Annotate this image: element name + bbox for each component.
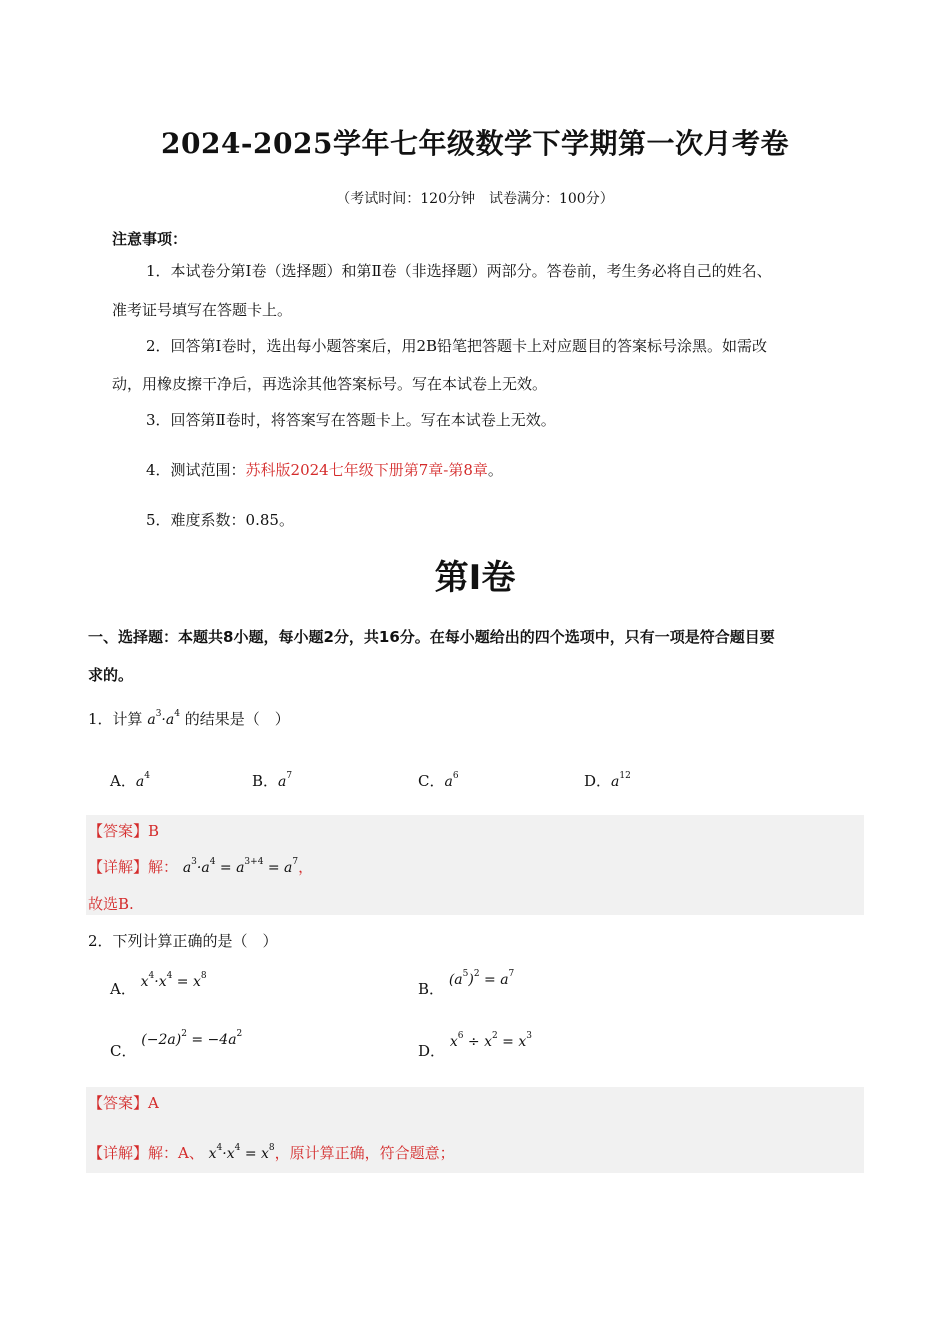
detail-prefix: 解：A、 — [148, 1144, 204, 1162]
notice-item-3: 3．回答第Ⅱ卷时，将答案写在答题卡上。写在本试卷上无效。 — [146, 411, 556, 429]
notice-heading: 注意事项： — [112, 230, 188, 248]
option-c-label: C． — [418, 772, 445, 790]
question-1-answer — [88, 820, 159, 841]
answer-label: 【答案】 — [88, 1094, 149, 1112]
detail-label: 【详解】 — [88, 1144, 149, 1162]
notice-item-4-prefix: 4．测试范围： — [146, 461, 246, 479]
option-c-expression: $a^6$ — [444, 771, 459, 790]
question-1-stem — [88, 708, 290, 729]
option-d-expression: $x^6 \div x^2 = x^3$ — [449, 1031, 532, 1050]
question-2-solution-expression: $x^4\cdot x^4 = x^8$ — [208, 1143, 275, 1162]
question-2-option-b — [418, 969, 515, 999]
detail-label: 【详解】 — [88, 858, 149, 876]
detail-prefix: 解： — [148, 858, 179, 876]
question-2-option-d — [418, 1031, 532, 1061]
option-b-expression: $(a^5)^2 = a^7$ — [448, 969, 515, 988]
option-a-label: A． — [110, 772, 136, 790]
exam-time-score: （考试时间：120分钟 试卷满分：100分） — [336, 191, 614, 207]
option-b-expression: $a^7$ — [278, 771, 293, 790]
notice-item-5: 5．难度系数：0.85。 — [146, 511, 294, 529]
question-2-stem: 2．下列计算正确的是（ ） — [88, 932, 278, 950]
notice-item-1-line-2: 准考证号填写在答题卡上。 — [112, 301, 293, 319]
option-a-label: A． — [110, 980, 136, 998]
answer-label: 【答案】 — [88, 822, 149, 840]
question-1-solution-expression: $a^3\cdot a^4 = a^{3+4} = a^7$ — [182, 857, 299, 876]
test-range: 苏科版2024七年级下册第7章-第8章 — [245, 461, 488, 479]
option-a-expression: $x^4\cdot x^4 = x^8$ — [140, 971, 207, 990]
option-d-label: D． — [418, 1042, 446, 1060]
question-1-detail — [88, 856, 313, 877]
answer-value: A — [148, 1094, 159, 1112]
detail-suffix: ， — [298, 858, 314, 876]
option-d-label: D． — [584, 772, 612, 790]
question-1-option-b — [252, 770, 292, 791]
section-title: 第Ⅰ卷 — [434, 558, 516, 598]
answer-value: B — [148, 822, 160, 840]
question-1-option-d — [584, 770, 631, 791]
option-d-expression: $a^{12}$ — [611, 771, 631, 790]
notice-item-4 — [146, 452, 503, 489]
exam-title: 2024-2025学年七年级数学下学期第一次月考卷 — [161, 127, 789, 160]
part-1-line-2: 求的。 — [88, 666, 134, 684]
part-1-line-1: 一、选择题：本题共8小题，每小题2分，共16分。在每小题给出的四个选项中，只有一项是符合题目要 — [88, 628, 775, 646]
question-2-option-a — [110, 971, 207, 999]
question-2-detail — [88, 1142, 455, 1163]
question-1-prefix: 1．计算 — [88, 710, 143, 728]
option-a-expression: $a^4$ — [135, 771, 150, 790]
question-2-answer — [88, 1092, 159, 1113]
question-1-option-a — [110, 770, 150, 791]
notice-item-2-line-1: 2．回答第Ⅰ卷时，选出每小题答案后，用2B铅笔把答题卡上对应题目的答案标号涂黑。如需改 — [146, 337, 768, 355]
notice-item-1-line-1: 1．本试卷分第Ⅰ卷（选择题）和第Ⅱ卷（非选择题）两部分。答卷前，考生务必将自己的姓名、 — [146, 262, 772, 280]
notice-item-2-line-2: 动，用橡皮擦干净后，再选涂其他答案标号。写在本试卷上无效。 — [112, 375, 548, 393]
option-c-expression: $(-2a)^2 = -4a^2$ — [141, 1029, 243, 1048]
detail-suffix: ，原计算正确，符合题意； — [274, 1144, 455, 1162]
question-1-conclusion: 故选B. — [88, 895, 134, 913]
option-c-label: C． — [110, 1042, 137, 1060]
option-b-label: B． — [252, 772, 279, 790]
option-b-label: B． — [418, 980, 445, 998]
part-1-instructions — [88, 618, 868, 694]
question-1-option-c — [418, 770, 459, 791]
question-2-option-c — [110, 1029, 243, 1061]
question-1-suffix: 的结果是（ ） — [184, 710, 290, 728]
question-1-expression: $a^3\cdot a^4$ — [147, 709, 180, 728]
notice-item-4-suffix: 。 — [487, 461, 503, 479]
